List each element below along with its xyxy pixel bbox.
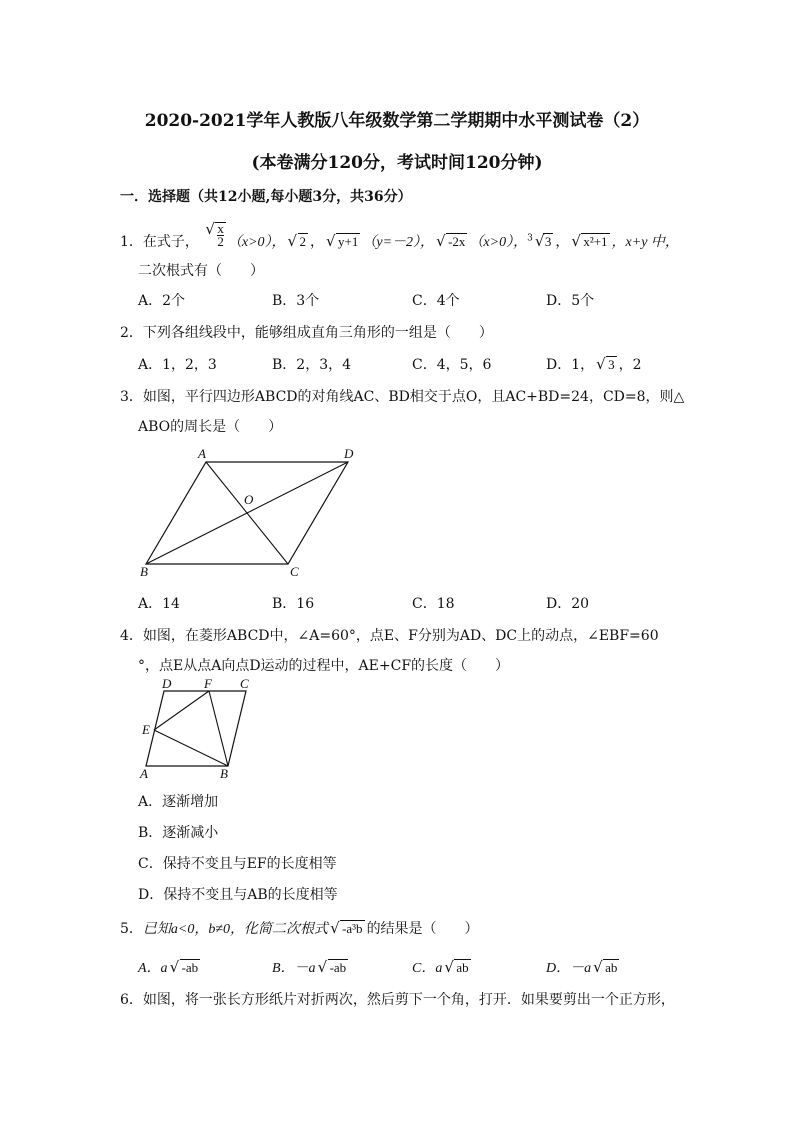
q2-text: 下列各组线段中，能够组成直角三角形的一组是（ ） xyxy=(142,325,493,341)
question-6 xyxy=(120,989,675,1009)
question-3-line-2: ABO的周长是（ ） xyxy=(138,419,283,435)
sqrt-3: √ 3 xyxy=(596,355,615,373)
option-b: B．逐渐减小 xyxy=(138,825,219,841)
segment-fb xyxy=(209,691,228,766)
question-3-line-1 xyxy=(120,386,684,406)
option-d: D．－a √ ab xyxy=(546,958,618,976)
sqrt-y-plus-1: √ y+1 xyxy=(326,232,359,250)
option-b: B．2，3，4 xyxy=(272,357,352,373)
page-title: 2020-2021学年人教版八年级数学第二学期期中水平测试卷（2） xyxy=(144,111,650,131)
option-c: C．18 xyxy=(412,596,455,612)
option-b: B．16 xyxy=(272,596,315,612)
cube-root-index: 3 xyxy=(527,233,533,244)
rhombus-abcd xyxy=(146,691,246,766)
parallelogram-figure xyxy=(130,440,370,585)
q1-text: 在式子， xyxy=(142,234,199,250)
label-f: F xyxy=(204,676,212,691)
sqrt-neg-2x: √ -2x xyxy=(436,232,466,250)
question-4-line-2: °，点E从点A向点D运动的过程中，AE+CF的长度（ ） xyxy=(138,658,510,674)
sqrt-2: √ 2 xyxy=(287,232,307,250)
label-c: C xyxy=(240,676,249,691)
question-number: 3． xyxy=(120,389,143,405)
q4-text: 如图，在菱形ABCD中，∠A=60°，点E、F分别为AD、DC上的动点，∠EBF=60 xyxy=(142,628,659,644)
option-c: C．4，5，6 xyxy=(412,357,492,373)
option-b: B．－a √ -ab xyxy=(272,958,347,976)
option-c: C．保持不变且与EF的长度相等 xyxy=(138,856,337,872)
option-c: C．4个 xyxy=(412,293,460,309)
option-d: D．5个 xyxy=(546,293,595,309)
label-c: C xyxy=(290,564,299,579)
option-a: A．1，2，3 xyxy=(138,357,217,373)
option-a: A．2个 xyxy=(138,293,186,309)
label-a: A xyxy=(140,766,148,781)
q6-text: 如图，将一张长方形纸片对折两次，然后剪下一个角，打开．如果要剪出一个正方形， xyxy=(142,992,675,1008)
sqrt-ab: √ ab xyxy=(593,958,618,976)
q3-text: 如图，平行四边形ABCD的对角线AC、BD相交于点O，且AC+BD=24，CD=8，则△ xyxy=(142,389,685,405)
question-number: 1． xyxy=(120,234,143,250)
label-b: B xyxy=(220,766,228,781)
sqrt-ab: √ ab xyxy=(444,958,469,976)
question-5: 5．已知a<0，b≠0，化简二次根式 √ -a³b 的结果是（ ） xyxy=(120,919,479,937)
question-number: 4． xyxy=(120,628,143,644)
question-number: 6． xyxy=(120,992,143,1008)
option-d: D．20 xyxy=(546,596,590,612)
option-a: A．逐渐增加 xyxy=(138,794,219,810)
segment-eb xyxy=(154,730,228,766)
page-subtitle: (本卷满分120分，考试时间120分钟) xyxy=(251,153,543,173)
section-heading: 一．选择题（共12小题,每小题3分，共36分） xyxy=(120,189,412,205)
option-d: D．保持不变且与AB的长度相等 xyxy=(138,887,338,903)
sqrt-neg-ab: √ -ab xyxy=(317,958,347,976)
option-a: A．14 xyxy=(138,596,180,612)
label-b: B xyxy=(140,564,148,579)
question-number: 5． xyxy=(120,921,143,937)
question-4-line-1 xyxy=(120,625,659,645)
question-number: 2． xyxy=(120,325,143,341)
option-c: C．a √ ab xyxy=(412,958,469,976)
option-b: B．3个 xyxy=(272,293,320,309)
question-1-line-2: 二次根式有（ ） xyxy=(138,263,264,279)
sqrt-x2-plus-1: √ x²+1 xyxy=(571,232,608,250)
label-d: D xyxy=(344,446,354,461)
question-2 xyxy=(120,322,493,342)
cube-root-3: √ 3 xyxy=(534,232,552,250)
question-1-line-1: 1．在式子， √ $\frac{x}{2}$ （x>0）， √ 2 ， √ y+1 （y=－2）， √ -2x （x>0），$^3$ √ 3 ， √ x²+1 ，x+y 中， xyxy=(120,220,679,250)
option-a: A．a √ -ab xyxy=(138,958,199,976)
option-d: D．1， √ 3 ，2 xyxy=(546,355,642,373)
sqrt-neg-a3b: √ -a³b xyxy=(330,919,363,937)
label-e: E xyxy=(142,722,150,737)
rhombus-figure xyxy=(136,674,261,784)
sqrt-frac: √ $\frac{x}{2}$ xyxy=(205,220,224,249)
label-a: A xyxy=(198,446,206,461)
label-o: O xyxy=(244,492,254,507)
label-d: D xyxy=(162,676,172,691)
sqrt-neg-ab: √ -ab xyxy=(169,958,199,976)
